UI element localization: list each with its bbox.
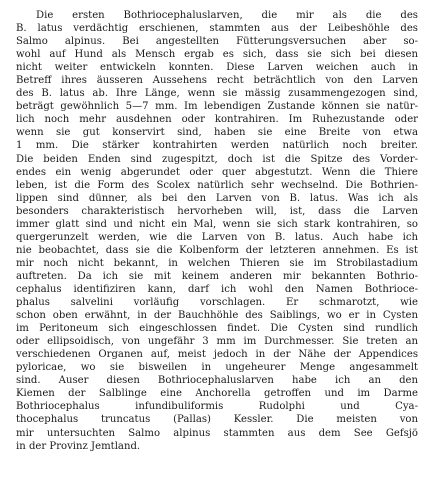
text-line: besonders charakteristisch hervorheben will, ist, dass die Larven <box>16 205 418 217</box>
text-line: immer glatt sind und nicht ein Mal, wenn sie sich stark kontrahiren, so <box>16 218 418 230</box>
text-line: mir noch nicht bekannt, in welchen Thieren sie im Strobilastadium <box>16 257 418 269</box>
text-line: phalus salvelini vorläufig vorschlagen. Er schmarotzt, wie <box>16 297 418 309</box>
text-line: cephalus identifiziren kann, darf ich wohl den Namen Bothrioce- <box>16 283 418 295</box>
text-line: Betreff ihres äusseren Aussehens recht beträchtlich von den Larven <box>16 75 418 87</box>
text-line: oder ellipsoidisch, von ungefähr 3 mm im Durchmesser. Sie treten an <box>16 336 418 348</box>
text-line: pyloricae, wo sie bisweilen in ungeheurer Menge angesammelt <box>16 362 418 374</box>
text-line: lippen sind dünner, als bei den Larven von B. latus. Was ich als <box>16 192 418 204</box>
text-line: wenn sie gut konservirt sind, haben sie eine Breite von etwa <box>16 127 418 139</box>
text-line: Die beiden Enden sind zugespitzt, doch ist die Spitze des Vorder- <box>16 153 418 165</box>
document-page <box>16 9 418 479</box>
body-paragraph <box>16 9 418 453</box>
text-line: verschiedenen Organen auf, meist jedoch in der Nähe der Appendices <box>16 349 418 361</box>
text-line: Salmo alpinus. Bei angestellten Fütterungsversuchen aber so- <box>16 36 418 48</box>
text-line: im Peritoneum sich eingeschlossen findet. Die Cysten sind rundlich <box>16 323 418 335</box>
text-line: nicht weiter entwickeln konnten. Diese Larven weichen auch in <box>16 62 418 74</box>
text-line: des B. latus ab. Ihre Länge, wenn sie mässig zusammengezogen sind, <box>16 88 418 100</box>
text-line: wohl auf Hund als Mensch ergab es sich, dass sie sich bei diesen <box>16 49 418 61</box>
text-line: thocephalus truncatus (Pallas) Kessler. Die meisten von <box>16 414 418 426</box>
text-line: 1 mm. Die stärker kontrahirten werden natürlich noch breiter. <box>16 140 418 152</box>
text-line: nie beobachtet, dass sie die Kolbenform der letzteren annehmen. Es ist <box>16 244 418 256</box>
text-line: in der Provinz Jemtland. <box>16 440 141 452</box>
text-line: beträgt gewöhnlich 5—7 mm. Im lebendigen Zustande können sie natür- <box>16 101 418 113</box>
text-line: Bothriocephalus infundibuliformis Rudolphi und Cya- <box>16 401 418 413</box>
text-line: lich noch mehr ausdehnen oder kontrahiren. Im Ruhezustande oder <box>16 114 418 126</box>
text-line: Kiemen der Salblinge eine Anchorella getroffen und im Darme <box>16 388 418 400</box>
text-line: B. latus verdächtig erschienen, stammten aus der Leibeshöhle des <box>16 23 418 35</box>
text-line: schon oben erwähnt, in der Bauchhöhle des Saiblings, wo er in Cysten <box>16 310 418 322</box>
text-line: endes ein wenig abgerundet oder quer abgestutzt. Wenn die Thiere <box>16 166 418 178</box>
text-line: quergerunzelt werden, wie die Larven von B. latus. Auch habe ich <box>16 231 418 243</box>
text-line: auftreten. Da ich sie mit keinem anderen mir bekannten Bothrio- <box>16 270 418 282</box>
text-line: leben, ist die Form des Scolex natürlich sehr wechselnd. Die Bothrien- <box>16 179 418 191</box>
text-line: Die ersten Bothriocephaluslarven, die mir als die des <box>36 10 418 21</box>
text-line: sind. Auser diesen Bothriocephaluslarven habe ich an den <box>16 375 418 387</box>
text-line: mir untersuchten Salmo alpinus stammten aus dem See Gefsjö <box>16 427 418 439</box>
